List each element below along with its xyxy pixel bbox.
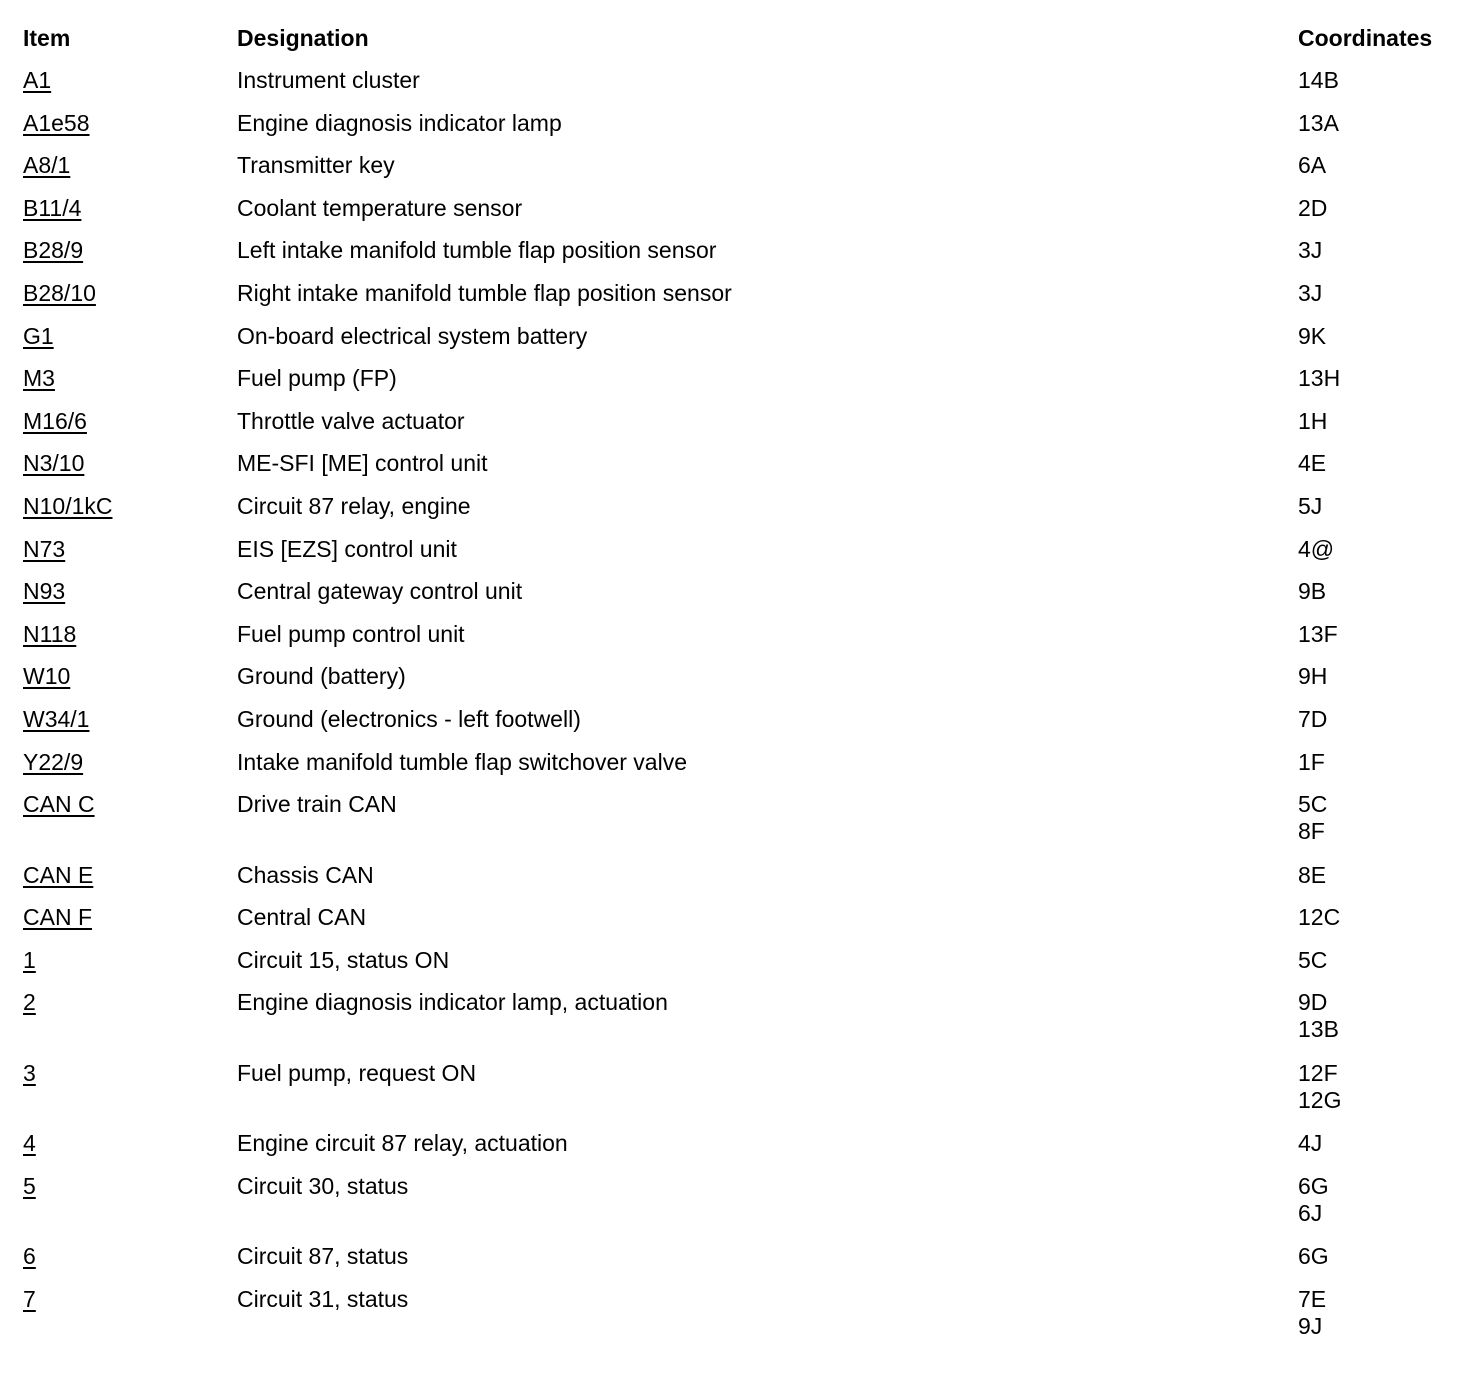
coordinate-value: 12C [1298,904,1341,931]
item-link[interactable]: A1 [23,67,52,93]
table-row [23,536,1463,579]
table-row [23,947,1463,990]
coordinates-cell [1298,1173,1458,1227]
coordinate-value: 9B [1298,578,1327,605]
coordinates-cell [1298,536,1458,563]
table-row [23,152,1463,195]
coordinate-value: 1H [1298,407,1328,434]
designation-cell: ME-SFI [ME] control unit [237,450,488,477]
coordinate-value: 1F [1298,748,1325,775]
coordinate-value: 7D [1298,705,1328,732]
designation-cell: Ground (battery) [237,663,406,690]
coordinates-cell [1298,1130,1458,1157]
coordinates-cell [1298,152,1458,179]
item-cell [23,904,223,931]
coordinate-value: 4@ [1298,535,1335,562]
item-cell [23,706,223,733]
coordinate-value: 7E [1298,1286,1327,1313]
item-link[interactable]: M3 [23,365,55,392]
designation-cell: Fuel pump (FP) [237,365,397,392]
coordinates-cell [1298,904,1458,931]
coordinate-value: 8F [1298,818,1325,845]
designation-cell: Instrument cluster [237,67,420,93]
table-row [23,67,1463,110]
item-link[interactable]: W10 [23,663,71,690]
item-link[interactable]: B28/9 [23,237,84,264]
coordinates-cell [1298,621,1458,648]
coordinates-cell [1298,947,1458,974]
designation-cell: Central CAN [237,904,367,931]
coordinates-cell [1298,663,1458,690]
table-row [23,989,1463,1060]
coordinates-cell [1298,67,1458,94]
item-cell [23,67,223,94]
coordinates-cell [1298,862,1458,889]
coordinates-cell [1298,280,1458,307]
item-link[interactable]: 3 [23,1059,36,1086]
designation-cell: Transmitter key [237,152,395,179]
coordinate-value: 6G [1298,1172,1329,1199]
item-cell [23,1243,223,1270]
item-link[interactable]: A1e58 [23,109,90,136]
table-row [23,408,1463,451]
coordinate-value: 13B [1298,1016,1339,1043]
table-body [23,67,1463,1357]
coordinate-value: 2D [1298,194,1328,221]
coordinates-cell [1298,365,1458,392]
coordinate-value: 4E [1298,450,1327,477]
item-cell [23,280,223,307]
item-cell [23,152,223,179]
coordinate-value: 6G [1298,1243,1329,1270]
coordinate-value: 14B [1298,67,1339,93]
item-cell [23,493,223,520]
item-cell [23,663,223,690]
item-cell [23,1173,223,1200]
table-row [23,749,1463,792]
designation-cell: Ground (electronics - left footwell) [237,705,581,732]
item-link[interactable]: N73 [23,535,66,562]
item-cell [23,749,223,776]
coordinates-cell [1298,1286,1458,1340]
item-link[interactable]: W34/1 [23,705,90,732]
table-row [23,195,1463,238]
table-row [23,706,1463,749]
coordinate-value: 5C [1298,946,1328,973]
item-cell [23,862,223,889]
table-row [23,237,1463,280]
header-item: Item [23,25,71,51]
designation-cell: Circuit 87 relay, engine [237,492,471,519]
item-link[interactable]: Y22/9 [23,748,84,775]
coordinates-cell [1298,791,1458,845]
coordinate-value: 5C [1298,791,1328,818]
designation-cell: Fuel pump, request ON [237,1059,477,1086]
table-row [23,493,1463,536]
item-cell [23,536,223,563]
designation-cell: Circuit 30, status [237,1172,409,1199]
designation-cell: Circuit 15, status ON [237,946,450,973]
item-link[interactable]: B11/4 [23,194,82,221]
header-designation: Designation [237,25,369,51]
table-row [23,1243,1463,1286]
table-row [23,280,1463,323]
designation-cell: Throttle valve actuator [237,407,465,434]
coordinates-cell [1298,323,1458,350]
coordinate-value: 9H [1298,663,1328,690]
coordinates-cell [1298,450,1458,477]
coordinates-cell [1298,578,1458,605]
table-row [23,578,1463,621]
table-row [23,663,1463,706]
item-cell [23,110,223,137]
table-row [23,791,1463,862]
item-cell [23,578,223,605]
coordinates-cell [1298,749,1458,776]
coordinate-value: 12F [1298,1059,1338,1086]
item-link[interactable]: N10/1kC [23,492,113,519]
item-link[interactable]: 6 [23,1243,36,1270]
designation-cell: Fuel pump control unit [237,620,465,647]
item-link[interactable]: 4 [23,1130,36,1157]
coordinate-value: 6A [1298,152,1327,179]
table-row [23,450,1463,493]
table-row [23,1060,1463,1131]
item-cell [23,408,223,435]
coordinate-value: 6J [1298,1199,1323,1226]
designation-cell: Circuit 31, status [237,1286,409,1313]
item-cell [23,947,223,974]
item-link[interactable]: CAN C [23,791,95,818]
item-link[interactable]: CAN F [23,904,92,931]
item-link[interactable]: 7 [23,1286,36,1313]
coordinate-value: 4J [1298,1130,1323,1157]
designation-cell: EIS [EZS] control unit [237,535,457,562]
coordinate-value: 13A [1298,109,1339,136]
table-row [23,621,1463,664]
coordinates-cell [1298,195,1458,222]
coordinate-value: 3J [1298,237,1323,264]
designation-cell: Coolant temperature sensor [237,194,523,221]
coordinates-cell [1298,706,1458,733]
coordinates-cell [1298,237,1458,264]
header-coordinates: Coordinates [1298,25,1433,51]
item-cell [23,323,223,350]
designation-cell: Intake manifold tumble flap switchover valve [237,748,687,775]
item-cell [23,621,223,648]
item-link[interactable]: M16/6 [23,407,87,434]
designation-cell: Drive train CAN [237,791,397,818]
coordinate-value: 9D [1298,989,1328,1016]
table-row [23,904,1463,947]
item-link[interactable]: B28/10 [23,279,96,306]
table-row [23,1173,1463,1244]
designation-cell: Chassis CAN [237,861,374,888]
designation-cell: Left intake manifold tumble flap position sensor [237,237,717,264]
item-cell [23,450,223,477]
coordinate-value: 9K [1298,322,1327,349]
coordinate-value: 8E [1298,861,1327,888]
item-cell [23,989,223,1016]
item-link[interactable]: 2 [23,989,36,1016]
coordinates-cell [1298,1060,1458,1114]
designation-cell: On-board electrical system battery [237,322,588,349]
coordinate-value: 3J [1298,279,1323,306]
designation-cell: Circuit 87, status [237,1243,409,1270]
item-link[interactable]: N93 [23,578,66,605]
item-cell [23,1286,223,1313]
item-cell [23,365,223,392]
designation-cell: Central gateway control unit [237,578,523,605]
coordinate-value: 13H [1298,365,1341,392]
coordinate-value: 13F [1298,620,1338,647]
coordinates-cell [1298,110,1458,137]
legend-table [23,22,1463,1357]
item-cell [23,237,223,264]
table-row [23,1286,1463,1357]
coordinate-value: 9J [1298,1313,1323,1340]
item-link[interactable]: N118 [23,620,77,647]
item-link[interactable]: G1 [23,322,54,349]
designation-cell: Engine diagnosis indicator lamp [237,109,562,136]
table-row [23,1130,1463,1173]
coordinates-cell [1298,408,1458,435]
coordinate-value: 5J [1298,492,1323,519]
item-cell [23,195,223,222]
designation-cell: Engine diagnosis indicator lamp, actuation [237,989,668,1016]
item-link[interactable]: N3/10 [23,450,85,477]
table-row [23,323,1463,366]
item-cell [23,1060,223,1087]
item-cell [23,1130,223,1157]
table-row [23,862,1463,905]
table-header [23,22,1463,55]
coordinate-value: 12G [1298,1086,1342,1113]
coordinates-cell [1298,1243,1458,1270]
table-row [23,365,1463,408]
coordinates-cell [1298,493,1458,520]
item-link[interactable]: A8/1 [23,152,71,179]
item-link[interactable]: 1 [23,946,36,973]
designation-cell: Right intake manifold tumble flap position sensor [237,279,732,306]
item-link[interactable]: 5 [23,1172,36,1199]
item-link[interactable]: CAN E [23,861,94,888]
designation-cell: Engine circuit 87 relay, actuation [237,1130,568,1157]
table-row [23,110,1463,153]
item-cell [23,791,223,818]
coordinates-cell [1298,989,1458,1043]
